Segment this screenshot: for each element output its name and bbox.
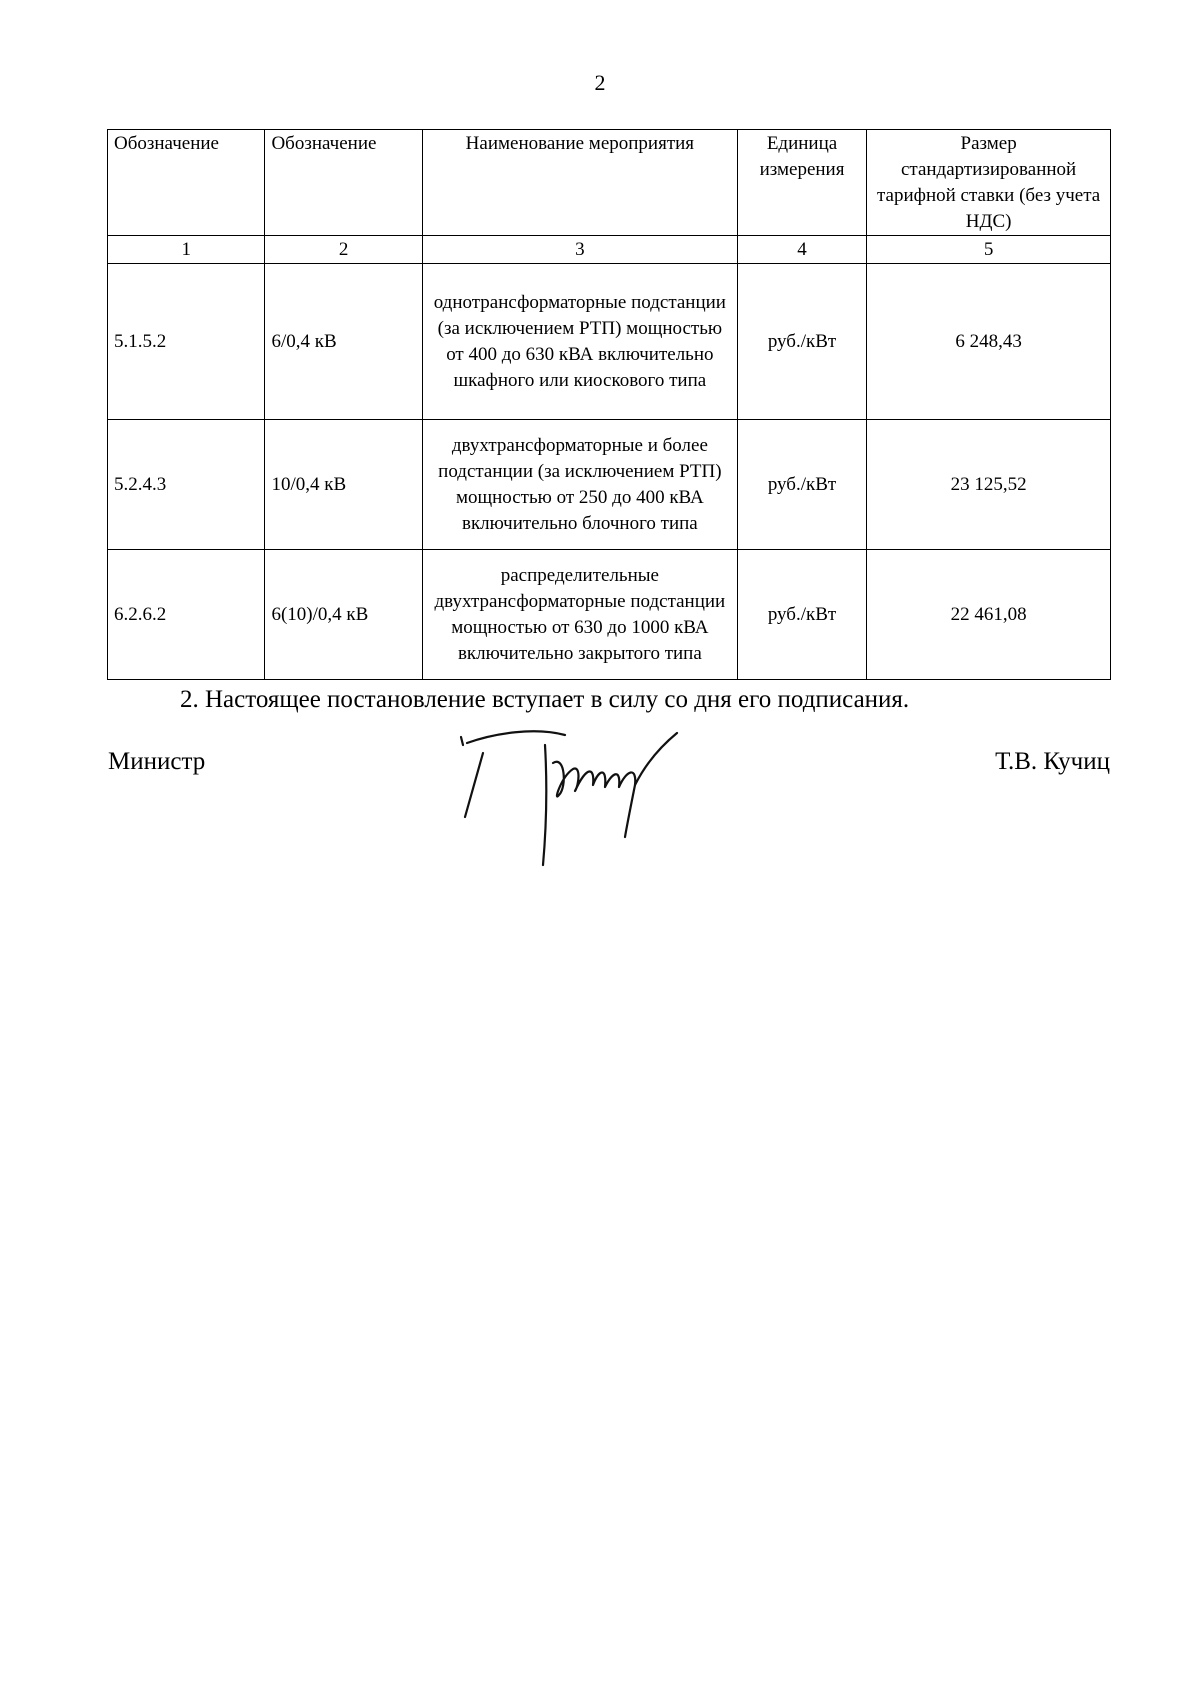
column-number: 3 [422, 236, 737, 264]
header-designation-1: Обозначение [108, 130, 265, 236]
row-activity-name: распределительные двухтрансформаторные подстанции мощностью от 630 до 1000 кВА включительно закрытого типа [422, 550, 737, 680]
row-unit: руб./кВт [737, 264, 866, 420]
row-rate: 6 248,43 [867, 264, 1111, 420]
row-rate: 22 461,08 [867, 550, 1111, 680]
table-row [108, 420, 1111, 550]
column-number: 2 [265, 236, 422, 264]
signer-name: Т.В. Кучиц [995, 748, 1110, 775]
row-code: 5.2.4.3 [108, 420, 265, 550]
signer-title: Министр [108, 748, 206, 775]
table-row [108, 264, 1111, 420]
row-activity-name: однотрансформаторные подстанции (за исключением РТП) мощностью от 400 до 630 кВА включительно шкафного или киоскового типа [422, 264, 737, 420]
tariff-table [107, 129, 1111, 680]
row-voltage: 6(10)/0,4 кВ [265, 550, 422, 680]
row-voltage: 6/0,4 кВ [265, 264, 422, 420]
row-rate: 23 125,52 [867, 420, 1111, 550]
row-code: 5.1.5.2 [108, 264, 265, 420]
header-designation-2: Обозначение [265, 130, 422, 236]
header-rate: Размер стандартизированной тарифной ставки (без учета НДС) [867, 130, 1111, 236]
row-code: 6.2.6.2 [108, 550, 265, 680]
row-unit: руб./кВт [737, 420, 866, 550]
table-row [108, 550, 1111, 680]
header-activity-name: Наименование мероприятия [422, 130, 737, 236]
column-number: 1 [108, 236, 265, 264]
column-number: 4 [737, 236, 866, 264]
header-unit: Единица измерения [737, 130, 866, 236]
table-header-row [108, 130, 1111, 236]
row-voltage: 10/0,4 кВ [265, 420, 422, 550]
effective-date-clause: 2. Настоящее постановление вступает в силу со дня его подписания. [180, 686, 910, 713]
column-number: 5 [867, 236, 1111, 264]
row-unit: руб./кВт [737, 550, 866, 680]
page-number: 2 [594, 70, 606, 95]
handwritten-signature [455, 725, 735, 875]
column-number-row [108, 236, 1111, 264]
row-activity-name: двухтрансформаторные и более подстанции (за исключением РТП) мощностью от 250 до 400 кВА включительно блочного типа [422, 420, 737, 550]
